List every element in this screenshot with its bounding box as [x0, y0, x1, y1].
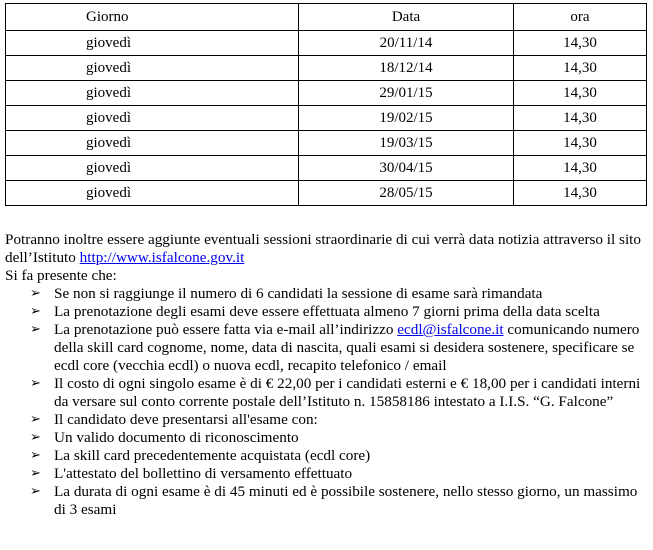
cell-date: 18/12/14 [299, 56, 514, 81]
cell-day: giovedì [6, 131, 299, 156]
bullet-text: Il costo di ogni singolo esame è di € 22,00 per i candidati esterni e € 18,00 per i candidati interni da versare sul conto corrente postale dell’Istituto n. 15858186 intestato a I.I.S. “G. Falcone” [54, 375, 641, 410]
header-date: Data [299, 4, 514, 31]
intro-text: Potranno inoltre essere aggiunte eventuali sessioni straordinarie di cui verrà data notizia attraverso il sito dell’Istituto [5, 231, 641, 266]
cell-day: giovedì [6, 106, 299, 131]
table-row [6, 156, 647, 181]
cell-time: 14,30 [514, 106, 647, 131]
list-item [5, 375, 645, 411]
arrow-bullet-icon: ➢ [30, 376, 41, 391]
list-item [5, 465, 645, 483]
bullet-text: L'attestato del bollettino di versamento effettuato [54, 465, 353, 482]
cell-date: 19/02/15 [299, 106, 514, 131]
cell-date: 28/05/15 [299, 181, 514, 206]
email-link[interactable]: ecdl@isfalcone.it [397, 321, 504, 338]
list-item [5, 285, 645, 303]
cell-time: 14,30 [514, 31, 647, 56]
cell-time: 14,30 [514, 131, 647, 156]
list-item [5, 321, 645, 375]
bullet-text: Se non si raggiunge il numero di 6 candidati la sessione di esame sarà rimandata [54, 285, 543, 302]
cell-time: 14,30 [514, 156, 647, 181]
table-row [6, 181, 647, 206]
list-item [5, 447, 645, 465]
cell-day: giovedì [6, 56, 299, 81]
table-row [6, 31, 647, 56]
table-row [6, 81, 647, 106]
site-link[interactable]: http://www.isfalcone.gov.it [79, 249, 245, 266]
bullet-text: Il candidato deve presentarsi all'esame con: [54, 411, 318, 428]
table-row [6, 56, 647, 81]
cell-date: 19/03/15 [299, 131, 514, 156]
table-header-row [6, 4, 647, 31]
cell-date: 20/11/14 [299, 31, 514, 56]
arrow-bullet-icon: ➢ [30, 286, 41, 301]
cell-day: giovedì [6, 156, 299, 181]
bullet-text: La durata di ogni esame è di 45 minuti ed è possibile sostenere, nello stesso giorno, un massimo di 3 esami [54, 483, 638, 518]
arrow-bullet-icon: ➢ [30, 466, 41, 481]
cell-time: 14,30 [514, 181, 647, 206]
arrow-bullet-icon: ➢ [30, 430, 41, 445]
notes-list [5, 285, 645, 519]
bullet-text: Un valido documento di riconoscimento [54, 429, 299, 446]
bullet-text-before: La prenotazione può essere fatta via e-mail all’indirizzo [54, 321, 398, 338]
list-item [5, 411, 645, 429]
exam-notes [5, 231, 645, 519]
arrow-bullet-icon: ➢ [30, 484, 41, 499]
list-item [5, 483, 645, 519]
table-row [6, 131, 647, 156]
list-item [5, 303, 645, 321]
cell-date: 29/01/15 [299, 81, 514, 106]
header-time: ora [514, 4, 647, 31]
arrow-bullet-icon: ➢ [30, 322, 41, 337]
exam-schedule-table [5, 3, 647, 206]
cell-time: 14,30 [514, 81, 647, 106]
arrow-bullet-icon: ➢ [30, 448, 41, 463]
table-row [6, 106, 647, 131]
cell-day: giovedì [6, 31, 299, 56]
arrow-bullet-icon: ➢ [30, 412, 41, 427]
intro-paragraph [5, 231, 645, 267]
cell-time: 14,30 [514, 56, 647, 81]
cell-day: giovedì [6, 181, 299, 206]
bullet-text: La skill card precedentemente acquistata (ecdl core) [54, 447, 371, 464]
arrow-bullet-icon: ➢ [30, 304, 41, 319]
bullet-text: La prenotazione degli esami deve essere effettuata almeno 7 giorni prima della data scelta [54, 303, 600, 320]
cell-day: giovedì [6, 81, 299, 106]
notes-heading: Si fa presente che: [5, 267, 117, 284]
cell-date: 30/04/15 [299, 156, 514, 181]
header-day: Giorno [6, 4, 299, 31]
bullet-text-after: comunicando numero della skill card cognome, nome, data di nascita, quali esami si desidera sostenere, specificare se ecdl core (vecchia ecdl) o nuova ecdl, recapito telefonico / email [54, 321, 640, 374]
list-item [5, 429, 645, 447]
